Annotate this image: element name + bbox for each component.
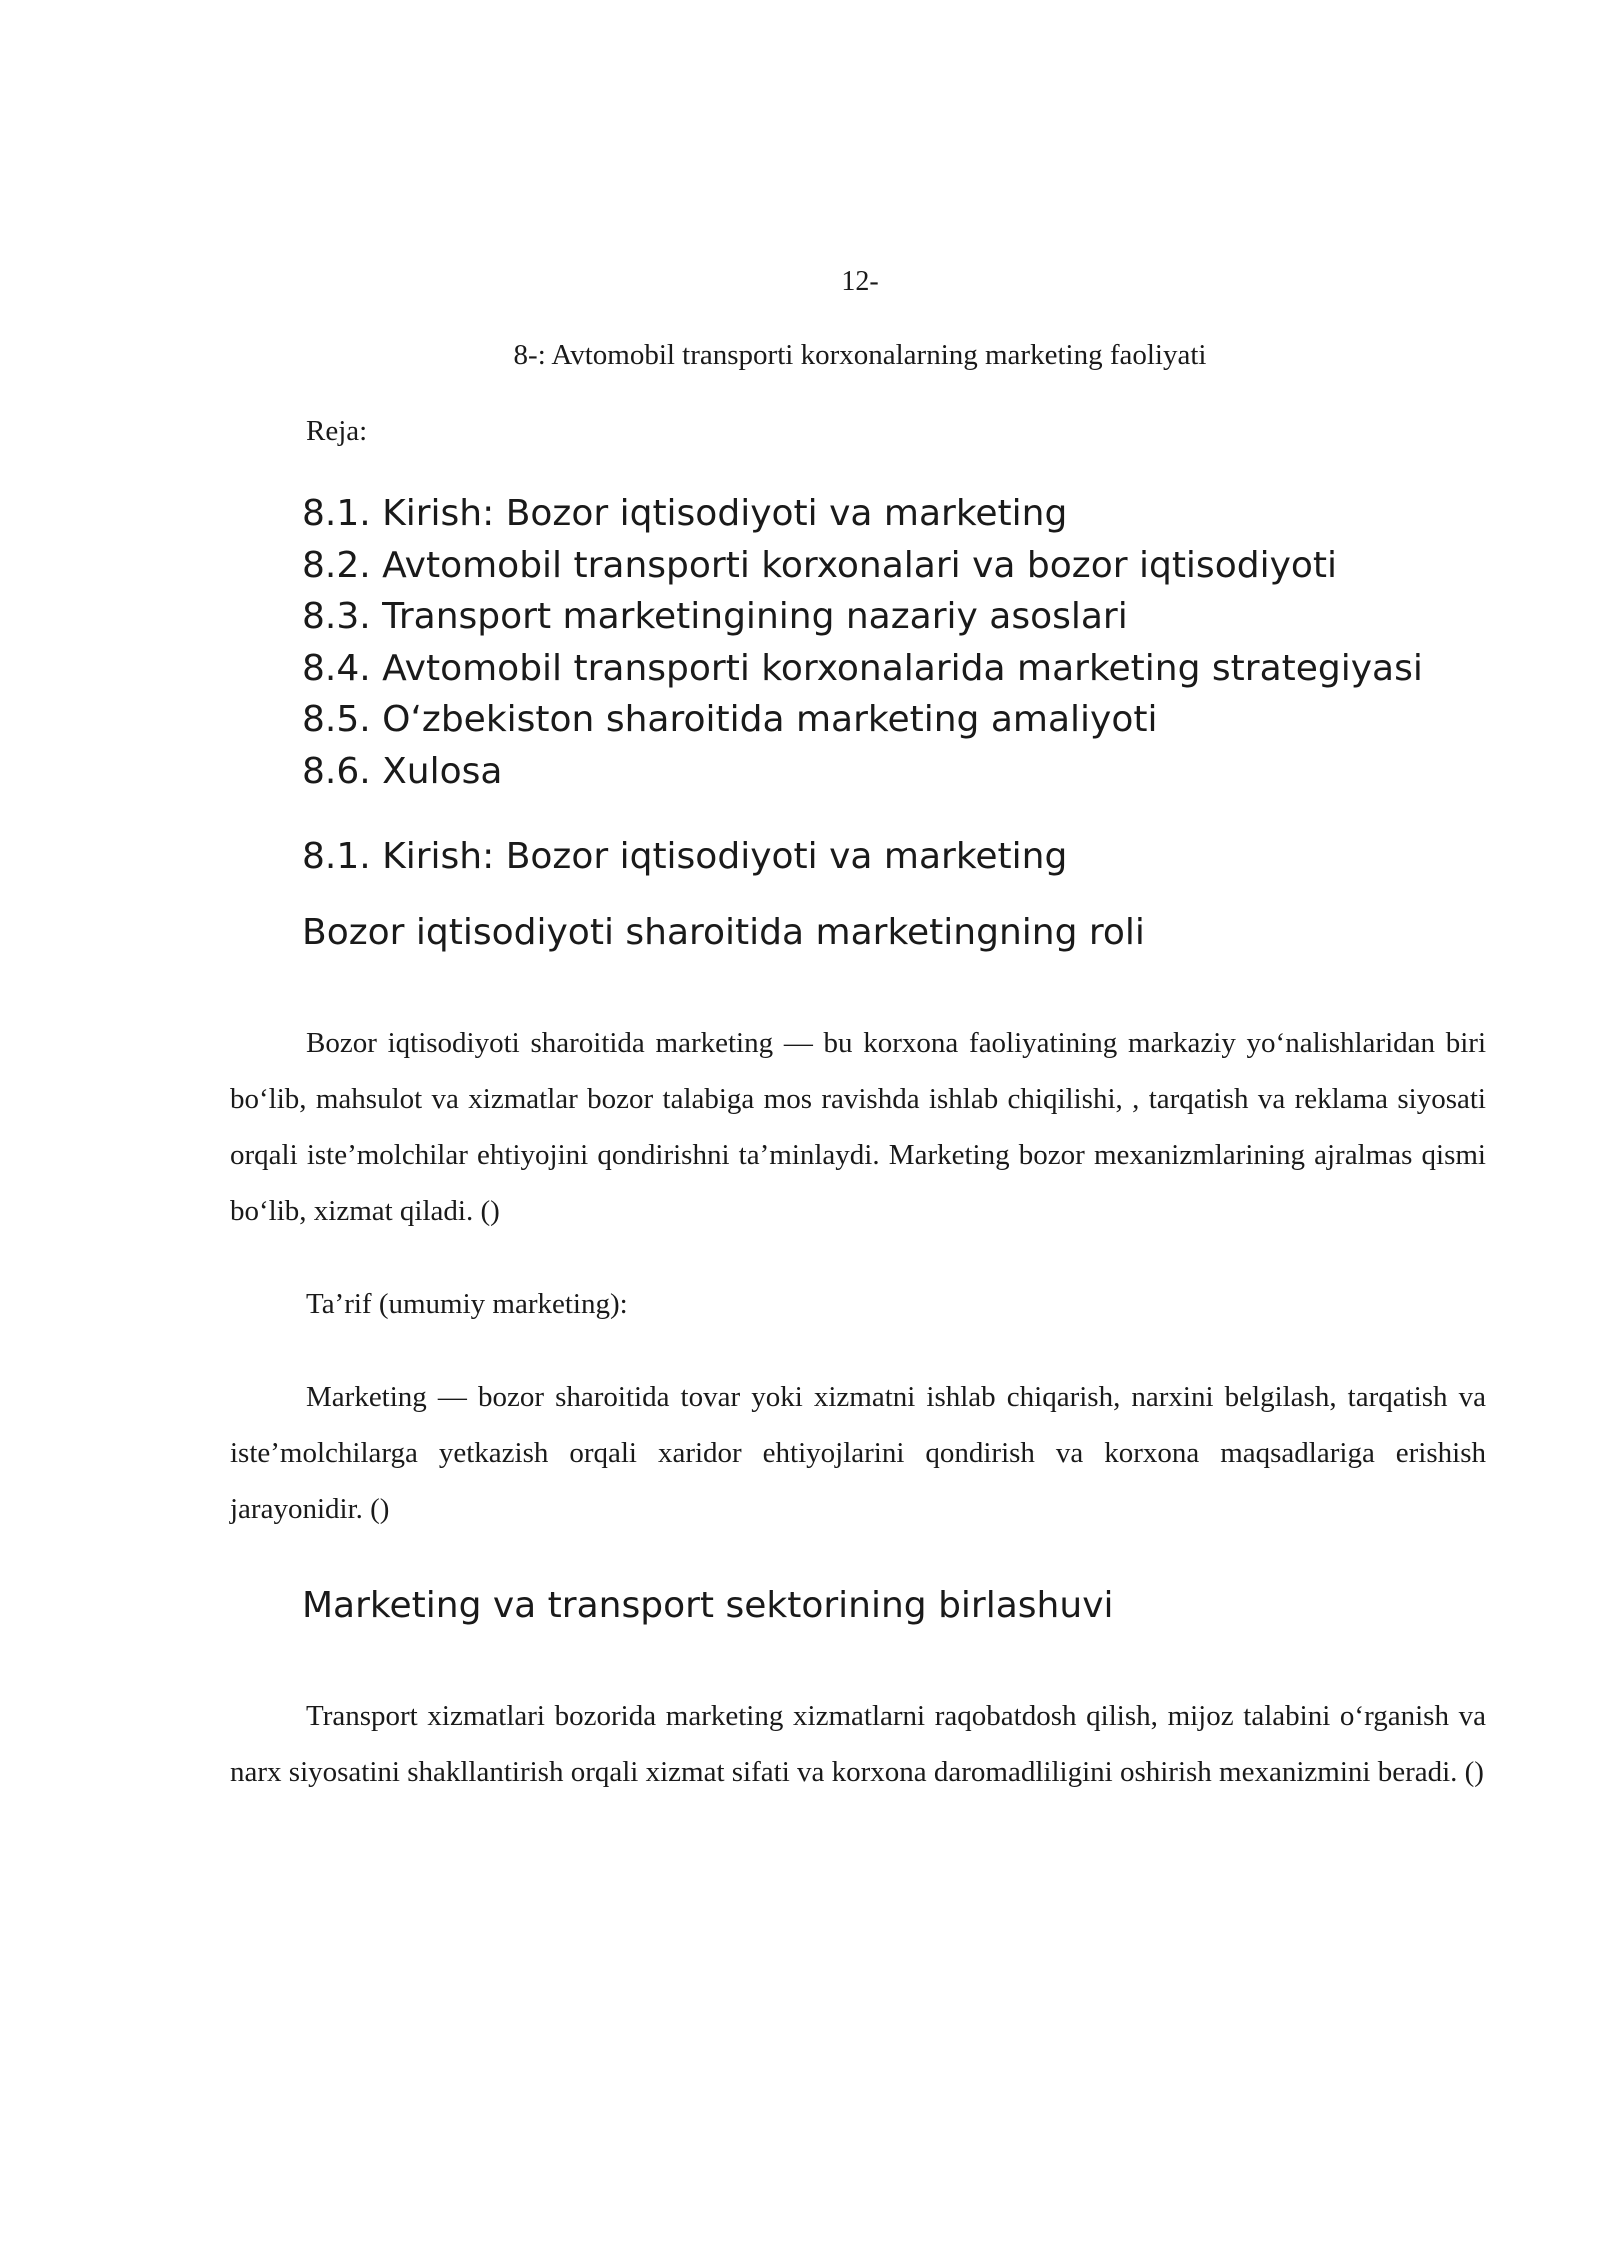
plan-item: 8.3. Transport marketingining nazariy asoslari [302, 596, 1128, 637]
plan-label: Reja: [306, 415, 368, 447]
plan-item: 8.6. Xulosa [302, 750, 503, 792]
definition-label: Ta’rif (umumiy marketing): [306, 1288, 628, 1320]
subheading-marketing-role: Bozor iqtisodiyoti sharoitida marketingning roli [302, 912, 1145, 953]
page-number: 12- [841, 266, 879, 297]
plan-item: 8.5. O‘zbekiston sharoitida marketing amaliyoti [302, 699, 1158, 740]
plan-item: 8.4. Avtomobil transporti korxonalarida marketing strategiyasi [302, 647, 1423, 689]
paragraph-transport: Transport xizmatlari bozorida marketing xizmatlarni raqobatdosh qilish, mijoz talabini o‘rganish va narx siyosatini shakllantirish orqali xizmat sifati va korxona daromadliligini oshirish mexanizmini beradi. () [230, 1700, 1486, 1788]
paragraph-definition: Marketing — bozor sharoitida tovar yoki xizmatni ishlab chiqarish, narxini belgilash, tarqatish va iste’molchilarga yetkazish orqali xaridor ehtiyojlarini qondirish va korxona maqsadlariga erishish jarayonidir. () [230, 1381, 1486, 1525]
subheading-transport-marketing: Marketing va transport sektorining birlashuvi [302, 1585, 1114, 1626]
plan-item: 8.2. Avtomobil transporti korxonalari va bozor iqtisodiyoti [302, 544, 1338, 586]
plan-list [302, 488, 1423, 797]
plan-item: 8.1. Kirish: Bozor iqtisodiyoti va marketing [302, 493, 1068, 534]
section-heading: 8.1. Kirish: Bozor iqtisodiyoti va marketing [302, 836, 1068, 877]
paragraph-intro: Bozor iqtisodiyoti sharoitida marketing — bu korxona faoliyatining markaziy yo‘nalishlaridan biri bo‘lib, mahsulot va xizmatlar bozor talabiga mos ravishda ishlab chiqilishi, , tarqatish va reklama siyosati orqali iste’molchilar ehtiyojini qondirishni ta’minlaydi. Marketing bozor mexanizmlarining ajralmas qismi bo‘lib, xizmat qiladi. () [230, 1027, 1486, 1227]
chapter-title: 8-: Avtomobil transporti korxonalarning marketing faoliyati [513, 339, 1207, 371]
